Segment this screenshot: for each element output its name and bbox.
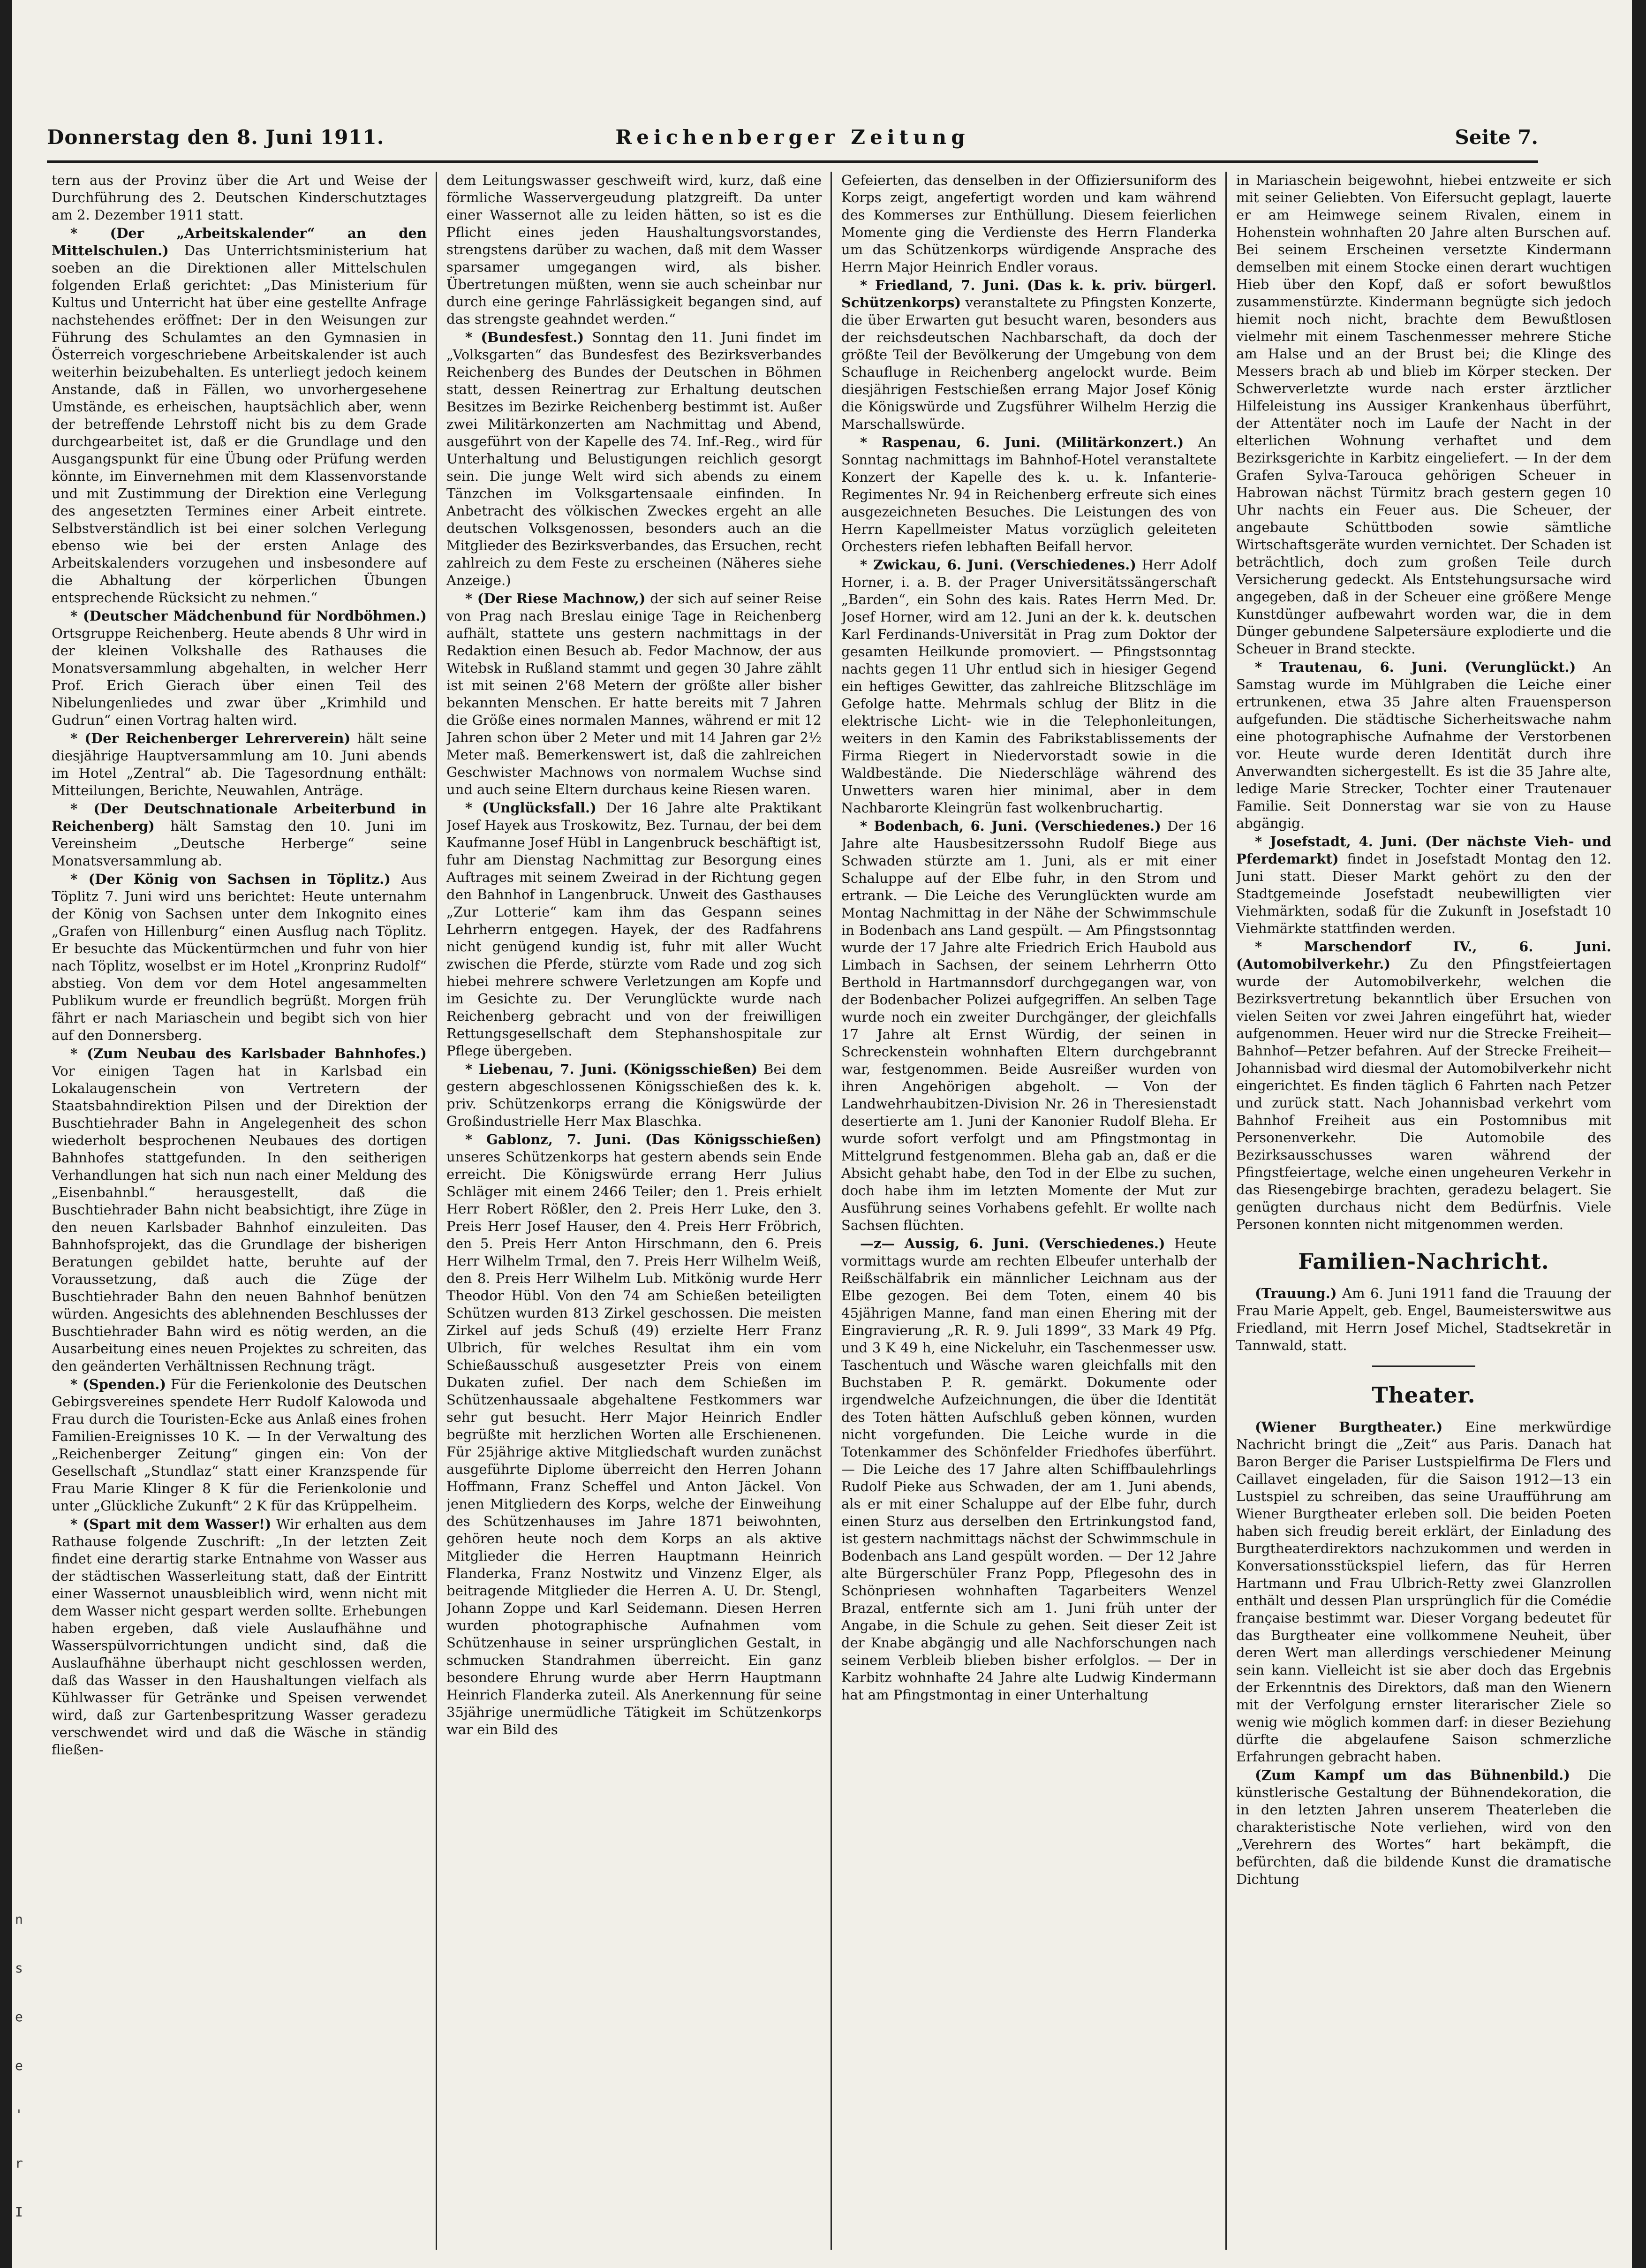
article-text: hält seine diesjährige Hauptversammlung am 10. Juni abends im Hotel „Zentral“ ab. Die Tagesordnung enthält: Mitteilungen, Berichte, Neuwahlen, Anträge. <box>52 730 427 798</box>
article-heading: * Liebenau, 7. Juni. (Königsschießen) <box>465 1061 758 1077</box>
article-paragraph <box>52 172 427 224</box>
article-text: tern aus der Provinz über die Art und Weise der Durchführung des 2. Deutschen Kinderschutztages am 2. Dezember 1911 statt. <box>52 172 427 223</box>
article-paragraph <box>446 172 822 328</box>
article-heading: (Trauung.) <box>1255 1285 1337 1301</box>
article-paragraph <box>446 590 822 798</box>
article-paragraph <box>1236 1285 1611 1354</box>
page-number: Seite 7. <box>1455 126 1538 149</box>
article-paragraph <box>1236 833 1611 937</box>
article-heading: * Zwickau, 6. Juni. (Verschiedenes.) <box>860 557 1136 573</box>
newspaper-title: Reichenberger Zeitung <box>615 126 970 149</box>
article-heading: * (Der Riese Machnow,) <box>465 591 646 607</box>
article-heading: * Marschendorf IV., 6. Juni. (Automobilverkehr.) <box>1236 939 1611 972</box>
article-text: An Sonntag nachmittags im Bahnhof-Hotel veranstaltete Konzert der Kapelle des k. u. k. Infanterie-Regimentes Nr. 94 in Reichenberg erfreute sich eines ausgezeichneten Besuches. Die Leistungen des von Herrn Kapellmeister Matus vorzüglich geleiteten Orchesters riefen lebhaften Beifall hervor. <box>841 434 1216 554</box>
column-2 <box>446 172 822 2254</box>
article-text: Das Unterrichtsministerium hat soeben an die Direktionen aller Mittelschulen folgenden Erlaß gerichtet: „Das Ministerium für Kultus und Unterricht hat über eine gestellte Anfrage nachstehendes eröffnet: Der in den Weisungen zur Führung des Schulamtes an den Gymnasien in Österreich vorgeschriebene Arbeitskalender ist auch weiterhin beizubehalten. Es unterliegt jedoch keinem Anstande, daß in Fällen, wo unvorhergesehene Umstände, es erheischen, hauptsächlich aber, wenn der betreffende Lehrstoff nicht bis zu dem Grade durchgearbeitet ist, daß er die Grundlage und den Ausgangspunkt für eine Übung oder Prüfung werden könnte, im Einvernehmen mit dem Klassenvorstande und mit Zustimmung der Direktion eine Verlegung des angesetzten Termines einer Arbeit eintrete. Selbstverständlich ist bei einer solchen Verlegung ebenso wie bei der ersten Anlage des Arbeitskalenders vorzugehen und insbesondere auf die Abhaltung der körperlichen Übungen entsprechende Rücksicht zu nehmen.“ <box>52 243 427 606</box>
article-heading: * (Spenden.) <box>70 1376 166 1392</box>
article-paragraph <box>1236 1767 1611 1888</box>
article-text: findet in Josefstadt Montag den 12. Juni statt. Dieser Markt gehört zu den der Stadtgemeinde Josefstadt neubewilligten vier Viehmärkten, sodaß für die Zukunft in Josefstadt 10 Viehmärkte stattfinden werden. <box>1236 851 1611 936</box>
article-text: Der 16 Jahre alte Praktikant Josef Hayek aus Troskowitz, Bez. Turnau, der bei dem Kaufmanne Josef Hübl in Langenbruck beschäftigt ist, fuhr am Dienstag Nachmittag zur Besorgung eines Auftrages mit seinem Zweirad in der Richtung gegen den Bahnhof in Langenbruck. Unweit des Gasthauses „Zur Lotterie“ kam ihm das Gespann seines Lehrherrn entgegen. Hayek, der des Radfahrens nicht genügend kundig ist, fuhr mit aller Wucht zwischen die Pferde, stürzte vom Rade und zog sich hiebei mehrere schwere Verletzungen am Kopfe und im Gesichte zu. Der Verunglückte wurde nach Reichenberg gebracht und von der freiwilligen Rettungsgesellschaft dem Stephanshospitale zur Pflege übergeben. <box>446 800 822 1059</box>
article-text: der sich auf seiner Reise von Prag nach Breslau einige Tage in Reichenberg aufhält, stattete uns gestern nachmittags in der Redaktion einen Besuch ab. Fedor Machnow, der aus Witebsk in Rußland stammt und gegen 30 Jahre zählt ist mit seinen 2'68 Metern der größte aller bisher bekannten Menschen. Er hatte bereits mit 7 Jahren die Größe eines normalen Mannes, während er mit 12 Jahren schon über 2 Meter und mit 14 Jahren gar 2½ Meter maß. Bemerkenswert ist, daß die zahlreichen Geschwister Machnows von normalem Wuchse sind und auch seine Eltern durchaus keine Riesen waren. <box>446 591 822 797</box>
column-1 <box>52 172 427 2254</box>
article-heading: (Zum Kampf um das Bühnenbild.) <box>1255 1767 1570 1783</box>
article-paragraph <box>1236 938 1611 1233</box>
article-paragraph <box>841 434 1216 555</box>
article-text: Aus Töplitz 7. Juni wird uns berichtet: Heute unternahm der König von Sachsen unter dem Inkognito eines „Grafen von Hillenburg“ einen Ausflug nach Töplitz. Er besuchte das Mückentürmchen und fuhr von hier nach Töplitz, woselbst er im Hotel „Kronprinz Rudolf“ abstieg. Von dem vor dem Hotel angesammelten Publikum wurde er freundlich begrüßt. Morgen früh fährt er nach Mariaschein und begibt sich von hier auf den Donnersberg. <box>52 871 427 1043</box>
article-text: dem Leitungswasser geschweift wird, kurz, daß eine förmliche Wasservergeudung platzgreift. Da unter einer Wassernot alle zu leiden hätten, so ist es die Pflicht eines jeden Haushaltungsvorstandes, strengstens darüber zu wachen, daß mit dem Wasser sparsamer umgegangen wird, als bisher. Übertretungen müßten, wenn sie auch scheinbar nur durch eine geringe Fahrlässigkeit begangen sind, auf das strengste geahndet werden.“ <box>446 172 822 327</box>
article-heading: * (Zum Neubau des Karlsbader Bahnhofes.) <box>70 1046 427 1062</box>
article-paragraph <box>52 1516 427 1759</box>
column-rule <box>831 172 832 2250</box>
article-text: veranstaltete zu Pfingsten Konzerte, die über Erwarten gut besucht waren, besonders aus der reichsdeutschen Nachbarschaft, da doch der größte Teil der Bevölkerung der Umgebung von dem Schaufluge in Reichenberg angelockt wurde. Beim diesjährigen Festschießen errang Major Josef König die Königswürde und Zugsführer Wilhelm Herzig die Marschallswürde. <box>841 295 1216 432</box>
article-heading: * (Spart mit dem Wasser!) <box>70 1516 272 1532</box>
edge-mark: e <box>15 2058 23 2073</box>
article-heading: * Raspenau, 6. Juni. (Militärkonzert.) <box>860 434 1184 450</box>
article-paragraph <box>52 800 427 870</box>
article-paragraph <box>841 172 1216 276</box>
article-text: Die künstlerische Gestaltung der Bühnendekoration, die in den letzten Jahren unserem Theaterleben die charakteristische Note verliehen, wird von den „Verehrern des Wortes“ hart bekämpft, die befürchten, daß die bildende Kunst die dramatische Dichtung <box>1236 1767 1611 1887</box>
article-paragraph <box>52 607 427 729</box>
article-heading: (Wiener Burgtheater.) <box>1255 1419 1443 1435</box>
article-text: hält Samstag den 10. Juni im Vereinsheim „Deutsche Herberge“ seine Monatsversammlung ab. <box>52 818 427 869</box>
edge-marks <box>15 1895 34 2237</box>
article-paragraph <box>1236 172 1611 658</box>
article-heading: * (Der Deutschnationale Arbeiterbund in Reichenberg) <box>52 801 427 834</box>
column-rule <box>436 172 437 2250</box>
article-paragraph <box>1236 1418 1611 1766</box>
article-heading: * Trautenau, 6. Juni. (Verunglückt.) <box>1255 659 1576 675</box>
column-rule <box>1225 172 1227 2250</box>
article-heading: * (Der Reichenberger Lehrerverein) <box>70 730 351 746</box>
article-paragraph <box>841 1235 1216 1704</box>
article-text: Zu den Pfingstfeiertagen wurde der Automobilverkehr, welchen die Bezirksvertretung bekanntlich über Ersuchen von vielen Seiten vor zwei Jahren eingeführt hat, wieder aufgenommen. Heuer wird nur die Strecke Freiheit—Bahnhof—Petzer befahren. Auf der Strecke Freiheit—Johannisbad wird diesmal der Automobilverkehr nicht eingerichtet. Es finden täglich 6 Fahrten nach Petzer und zurück statt. Nach Johannisbad verkehrt vom Bahnhof Freiheit aus ein Postomnibus mit Personenverkehr. Die Automobile des Bezirksausschusses waren während der Pfingstfeiertage, welche einen ungeheuren Verkehr in das Riesengebirge brachten, geradezu belagert. Sie genügten durchaus nicht dem Bedürfnis. Viele Personen konnten nicht mitgenommen werden. <box>1236 956 1611 1232</box>
edge-mark: n <box>15 1911 23 1927</box>
article-paragraph <box>446 799 822 1060</box>
edge-mark: I <box>15 2204 23 2220</box>
article-heading: * (Bundesfest.) <box>465 329 584 345</box>
article-heading: * Friedland, 7. Juni. (Das k. k. priv. bürgerl. Schützenkorps) <box>841 277 1216 311</box>
scan-edge-left <box>0 0 12 2268</box>
article-paragraph <box>1236 659 1611 832</box>
article-text: Herr Adolf Horner, i. a. B. der Prager Universitätssängerschaft „Barden“, ein Sohn des kais. Rates Herrn Med. Dr. Josef Horner, wird am 12. Juni an der k. k. deutschen Karl Ferdinands-Universität in Prag zum Doktor der gesamten Heilkunde promoviert. — Pfingstsonntag nachts gegen 11 Uhr entlud sich in hiesiger Gegend ein heftiges Gewitter, das zahlreiche Blitzschläge im Gefolge hatte. Mehrmals schlug der Blitz in die elektrische Licht- wie in die Telephonleitungen, weiters in den Kamin des Fabrikstablissements der Firma Riegert in Niedervorstadt sowie in die Waldbestände. Die Niederschläge während des Unwetters waren hier minimal, aber in dem Nachbarorte Kleingrün fast wolkenbruchartig. <box>841 557 1216 816</box>
article-text: Vor einigen Tagen hat in Karlsbad ein Lokalaugenschein von Vertretern der Staatsbahndirektion Pilsen und der Direktion der Buschtiehrader Bahn in Angelegenheit des schon wiederholt besprochenen Neubaues des dortigen Bahnhofes stattgefunden. In den seitherigen Verhandlungen hat sich nun nach einer Meldung des „Eisenbahnbl.“ herausgestellt, daß die Buschtiehrader Bahn nicht beabsichtigt, ihre Züge in den neuen Karlsbader Bahnhof einzuleiten. Das Bahnhofsprojekt, das die Grundlage der bisherigen Beratungen gebildet hatte, beruhte auf der Voraussetzung, daß auch die Züge der Buschtiehrader Bahn den neuen Bahnhof benützen würden. Angesichts des ablehnenden Beschlusses der Buschtiehrader Bahn wird es nötig werden, an die Ausarbeitung eines neuen Projektes zu schreiten, das den geänderten Verhältnissen Rechnung trägt. <box>52 1063 427 1374</box>
column-3 <box>841 172 1216 2254</box>
article-paragraph <box>446 1131 822 1738</box>
article-text: Heute vormittags wurde am rechten Elbeufer unterhalb der Reißschälfabrik ein männlicher Leichnam aus der Elbe gezogen. Bei dem Toten, einem 40 bis 45jährigen Manne, fand man einen Ehering mit der Eingravierung „R. R. 9. Juli 1899“, 33 Mark 49 Pfg. und 3 K 49 h, eine Nickeluhr, ein Taschenmesser usw. Taschentuch und Wäsche waren gleichfalls mit den Buchstaben P. R. gemärkt. Dokumente oder irgendwelche Aufzeichnungen, die über die Identität des Toten hätten Aufschluß geben können, wurden nicht vorgefunden. Die Leiche wurde in die Totenkammer des Schönfelder Friedhofes überführt. — Die Leiche des 17 Jahre alten Schiffbaulehrlings Rudolf Pieke aus Schwaden, der am 1. Juni abends, als er mit einer Schaluppe auf der Elbe fuhr, durch einen Sturz aus derselben den Ertrinkungstod fand, ist gestern nachmittags nächst der Schwimmschule in Bodenbach ans Land gespült worden. — Der 12 Jahre alte Bürgerschüler Franz Popp, Pflegesohn des in Schönpriesen wohnhaften Tagarbeiters Wenzel Brazal, entfernte sich am 1. Juni früh unter der Angabe, in die Schule zu gehen. Seit dieser Zeit ist der Knabe abgängig und alle Nachforschungen nach seinem Verbleib blieben bisher erfolglos. — Der in Karbitz wohnhafte 24 Jahre alte Ludwig Kindermann hat am Pfingstmontag in einer Unterhaltung <box>841 1236 1216 1703</box>
article-heading: * Josefstadt, 4. Juni. (Der nächste Vieh- und Pferdemarkt) <box>1236 834 1611 867</box>
article-paragraph <box>841 277 1216 433</box>
article-text: Ortsgruppe Reichenberg. Heute abends 8 Uhr wird in der kleinen Volkshalle des Rathauses die Monatsversammlung abgehalten, in welcher Herr Prof. Erich Gierach über einen Teil des Nibelungenliedes und zwar über „Krimhild und Gudrun“ einen Vortrag halten wird. <box>52 625 427 728</box>
scan-edge-right <box>1632 0 1646 2268</box>
edge-mark: ' <box>15 2107 23 2122</box>
article-text: Gefeierten, das denselben in der Offiziersuniform des Korps zeigt, angefertigt worden und kam während des Kommerses zur Enthüllung. Diesem feierlichen Momente ging die Verdienste des Herrn Flanderka um das Schützenkorps würdigende Ansprache des Herrn Major Heinrich Endler voraus. <box>841 172 1216 275</box>
article-text: in Mariaschein beigewohnt, hiebei entzweite er sich mit seiner Geliebten. Von Eifersucht geplagt, lauerte er am Heimwege seinem Rivalen, einem in Hohenstein wohnhaften 20 Jahre alten Burschen auf. Bei seinem Erscheinen versetzte Kindermann demselben mit einem Stocke einen derart wuchtigen Hieb über den Kopf, daß er sofort bewußtlos zusammenstürzte. Kindermann begnügte sich jedoch hiemit noch nicht, brachte dem Bewußtlosen vielmehr mit einem Taschenmesser mehrere Stiche am Halse und an der Brust bei; die Klinge des Messers brach ab und blieb im Körper stecken. Der Schwerverletzte wurde nach erster ärztlicher Hilfeleistung ins Aussiger Krankenhaus überführt, der Attentäter noch im Laufe der Nacht in der elterlichen Wohnung verhaftet und dem Bezirksgerichte in Karbitz eingeliefert. — In der dem Grafen Sylva-Tarouca gehörigen Scheuer in Habrowan nächst Türmitz brach gestern gegen 10 Uhr nachts ein Feuer aus. Die Scheuer, der angebaute Schüttboden sowie sämtliche Wirtschaftsgeräte wurden vernichtet. Der Schaden ist beträchtlich, doch zum großen Teile durch Versicherung gedeckt. Als Entstehungsursache wird angegeben, daß in der Scheuer eine größere Menge Kunstdünger aufbewahrt worden war, die in dem Dünger gebundene Salpetersäure explodierte und die Scheuer in Brand steckte. <box>1236 172 1611 657</box>
masthead-rule <box>47 160 1538 163</box>
edge-mark: s <box>15 1960 23 1976</box>
article-text: Eine merkwürdige Nachricht bringt die „Zeit“ aus Paris. Danach hat Baron Berger die Pariser Lustspielfirma De Flers und Caillavet eingeladen, für die Saison 1912—13 ein Lustspiel zu schreiben, das seine Uraufführung am Wiener Burgtheater erleben soll. Die beiden Poeten haben sich freudig bereit erklärt, der Einladung des Burgtheaterdirektors nachzukommen und werden in Konversationsstückspiel liefern, das für Herren Hartmann und Frau Ulbrich-Retty zwei Glanzrollen enthält und dessen Plan ursprünglich für die Comédie française bestimmt war. Dieser Vorgang bedeutet für das Burgtheater eine vollkommene Neuheit, über deren Wert man allerdings verschiedener Meinung sein kann. Vielleicht ist sie aber doch das Ergebnis der Erkenntnis des Direktors, daß man den Wienern mit der Verfolgung ernster literarischer Ziele so wenig wie möglich kommen darf: in dieser Beziehung dürfte die abgelaufene Saison schmerzliche Erfahrungen gebracht haben. <box>1236 1419 1611 1765</box>
section-divider <box>1372 1365 1475 1367</box>
column-4 <box>1236 172 1611 2254</box>
issue-date: Donnerstag den 8. Juni 1911. <box>47 126 385 149</box>
section-heading: Theater. <box>1372 1382 1476 1408</box>
masthead <box>47 126 1538 159</box>
article-text: An Samstag wurde im Mühlgraben die Leiche einer ertrunkenen, etwa 35 Jahre alten Frauensperson aufgefunden. Die städtische Sicherheitswache nahm eine photographische Aufnahme der Verstorbenen vor. Heute wurde deren Identität durch ihre Anverwandten sichergestellt. Es ist die 35 Jahre alte, ledige Marie Strecker, Tochter einer Trautenauer Familie. Seit Donnerstag war sie von zu Hause abgängig. <box>1236 659 1611 831</box>
article-heading: * (Deutscher Mädchenbund für Nordböhmen.) <box>70 608 427 624</box>
section-heading: Familien-Nachricht. <box>1298 1249 1549 1274</box>
article-paragraph <box>52 871 427 1044</box>
article-paragraph <box>841 818 1216 1234</box>
article-paragraph <box>52 225 427 607</box>
article-paragraph <box>841 556 1216 817</box>
article-heading: * (Der „Arbeitskalender“ an den Mittelschulen.) <box>52 225 427 258</box>
article-paragraph <box>52 1045 427 1375</box>
article-text: Bei dem gestern abgeschlossenen Königsschießen des k. k. priv. Schützenkorps errang die Königswürde der Großindustrielle Herr Max Blaschka. <box>446 1061 822 1129</box>
article-text: unseres Schützenkorps hat gestern abends sein Ende erreicht. Die Königswürde errang Herr Julius Schläger mit einem 2466 Teiler; den 1. Preis erhielt Herr Robert Rößler, den 2. Preis Herr Luke, den 3. Preis Herr Josef Hauser, den 4. Preis Herr Fröbrich, den 5. Preis Herr Anton Hirschmann, den 6. Preis Herr Wilhelm Trmal, den 7. Preis Herr Wilhelm Weiß, den 8. Preis Herr Wilhelm Lub. Mitkönig wurde Herr Theodor Hübl. Von den 74 am Schießen beteiligten Schützen wurden 813 Zirkel geschossen. Die meisten Zirkel auf jeds Schuß (49) erzielte Herr Franz Ulbrich, für welches Resultat ihm ein vom Schießausschuß ausgesetzter Preis von einem Dukaten zufiel. Der nach dem Schießen im Schützenhaussaale abgehaltene Festkommers war sehr gut besucht. Herr Major Heinrich Endler begrüßte mit herzlichen Worten alle Erschienenen. Für 25jährige aktive Mitgliedschaft wurden zunächst ausgeführte Diplome überreicht den Herren Johann Hoffmann, Franz Scheffel und Anton Jäckel. Von jenen Mitgliedern des Korps, welche der Einweihung des Schützenhauses im Jahre 1871 beiwohnten, gehören heute noch dem Korps an als aktive Mitglieder die Herren Hauptmann Heinrich Flanderka, Franz Nostwitz und Vinzenz Elger, als beitragende Mitglieder die Herren A. U. Dr. Stengl, Johann Zoppe und Karl Seidemann. Diesen Herren wurden photographische Aufnahmen vom Schützenhause in seiner ursprünglichen Gestalt, in schmucken Standrahmen überreicht. Ein ganz besondere Ehrung wurde aber Herrn Hauptmann Heinrich Flanderka zuteil. Als Anerkennung für seine 35jährige unermüdliche Tätigkeit im Schützenkorps war ein Bild des <box>446 1149 822 1737</box>
article-heading: —z— Aussig, 6. Juni. (Verschiedenes.) <box>860 1236 1165 1252</box>
article-text: Für die Ferienkolonie des Deutschen Gebirgsvereines spendete Herr Rudolf Kalowoda und Frau durch die Touristen-Ecke aus Anlaß eines frohen Familien-Ereignisses 10 K. — In der Verwaltung des „Reichenberger Zeitung“ gingen ein: Von der Gesellschaft „Stundlaz“ statt einer Kranzspende für Frau Marie Klinger 8 K für die Ferienkolonie und unter „Glückliche Zukunft“ 2 K für das Krüppelheim. <box>52 1376 427 1514</box>
article-heading: * Bodenbach, 6. Juni. (Verschiedenes.) <box>860 818 1161 834</box>
article-text: Am 6. Juni 1911 fand die Trauung der Frau Marie Appelt, geb. Engel, Baumeisterswitwe aus Friedland, mit Herrn Josef Michel, Stadtsekretär in Tannwald, statt. <box>1236 1285 1611 1353</box>
edge-mark: e <box>15 2009 23 2025</box>
article-paragraph <box>446 1061 822 1130</box>
article-heading: * (Unglücksfall.) <box>465 800 596 816</box>
article-paragraph <box>52 730 427 799</box>
article-paragraph <box>52 1376 427 1515</box>
article-text: Sonntag den 11. Juni findet im „Volksgarten“ das Bundesfest des Bezirksverbandes Reichenberg des Bundes der Deutschen in Böhmen statt, dessen Reinertrag zur Erhaltung deutschen Besitzes im Bezirke Reichenberg bestimmt ist. Außer zwei Militärkonzerten am Nachmittag und Abend, ausgeführt von der Kapelle des 74. Inf.-Reg., wird für Unterhaltung und Belustigungen reichlich gesorgt sein. Die junge Welt wird sich abends zu einem Tänzchen im Volksgartensaale einfinden. In Anbetracht des völkischen Zweckes ergeht an alle deutschen Volksgenossen, besonders auch an die Mitglieder des Bezirksverbandes, das Ersuchen, recht zahlreich zu dem Feste zu erscheinen (Näheres siehe Anzeige.) <box>446 329 822 588</box>
article-heading: * (Der König von Sachsen in Töplitz.) <box>70 871 391 887</box>
edge-mark: r <box>15 2155 23 2171</box>
article-heading: * Gablonz, 7. Juni. (Das Königsschießen) <box>465 1131 822 1147</box>
article-text: Der 16 Jahre alte Hausbesitzerssohn Rudolf Biege aus Schwaden stürzte am 1. Juni, als er mit einer Schaluppe auf der Elbe fuhr, in den Strom und ertrank. — Die Leiche des Verunglückten wurde am Montag Nachmittag in der Nähe der Schwimmschule in Bodenbach ans Land gespült. — Am Pfingstsonntag wurde der 17 Jahre alte Friedrich Erich Haubold aus Limbach in Sachsen, der seinem Lehrherrn Otto Berthold in Hartmannsdorf durchgegangen war, von der Bodenbacher Polizei aufgegriffen. An selben Tage wurde noch ein zweiter Durchgänger, der gleichfalls 17 Jahre alt Ernst Würdig, der seinen in Schreckenstein wohnhaften Eltern durchgebrannt war, festgenommen. Beide Ausreißer wurden von ihren Angehörigen abgeholt. — Von der Landwehrhaubitzen-Division Nr. 26 in Theresienstadt desertierte am 1. Juni der Kanonier Rudolf Bleha. Er wurde sofort verfolgt und am Pfingstmontag in Mittelgrund festgenommen. Bleha gab an, daß er die Absicht gehabt habe, den Tod in der Elbe zu suchen, doch habe ihm im letzten Momente der Mut zur Ausführung seines Vorhabens gefehlt. Er wollte nach Sachsen flüchten. <box>841 818 1216 1233</box>
article-text: Wir erhalten aus dem Rathause folgende Zuschrift: „In der letzten Zeit findet eine derartig starke Entnahme von Wasser aus der städtischen Wasserleitung statt, daß der Eintritt einer Wassernot unausbleiblich wird, wenn nicht mit dem Wasser nicht gespart werden sollte. Erhebungen haben ergeben, daß viele Auslaufhähne und Wasserspülvorrichtungen undicht sind, daß die Auslaufhähne überhaupt nicht geschlossen werden, daß das Wasser in den Haushaltungen vielfach als Kühlwasser für Getränke und Speisen verwendet wird, daß zur Gartenbespritzung Wasser geradezu verschwendet wird und daß die Wäsche in ständig fließen- <box>52 1516 427 1758</box>
article-paragraph <box>446 329 822 589</box>
